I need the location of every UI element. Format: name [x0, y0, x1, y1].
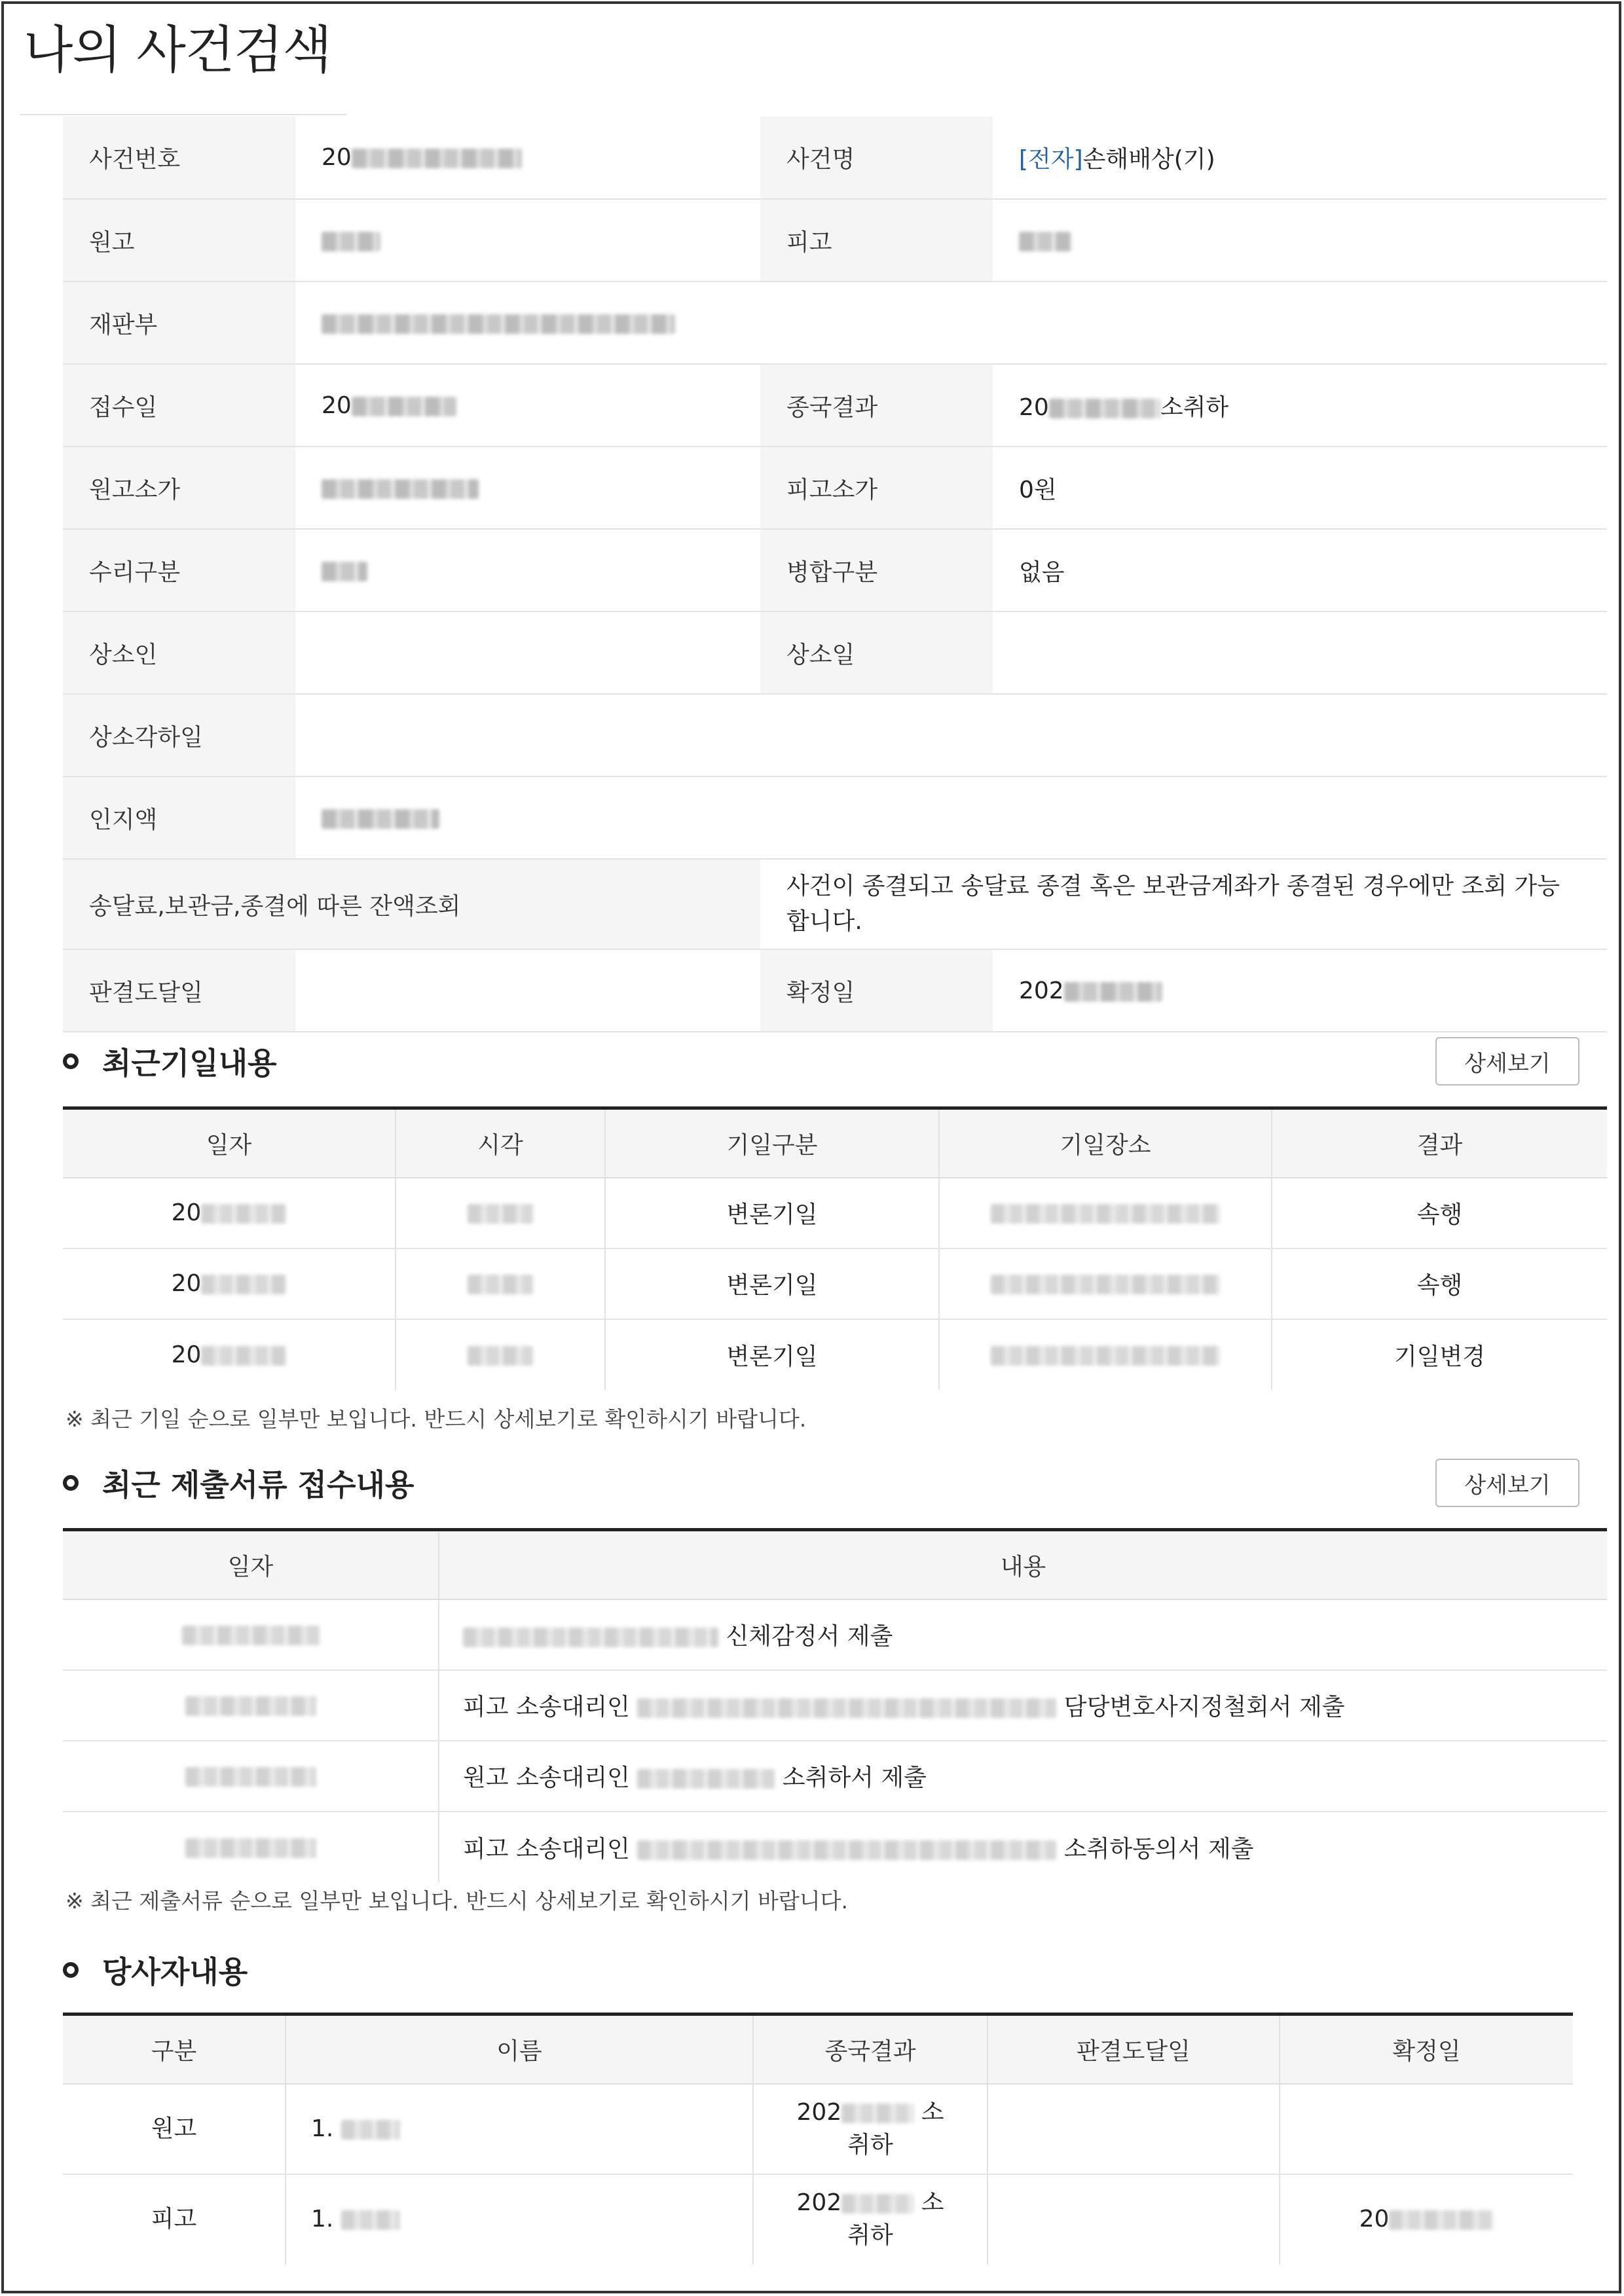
table-row	[63, 1248, 1607, 1319]
hearing-place	[939, 1248, 1272, 1319]
submission-date	[63, 1812, 439, 1882]
submission-content: 피고 소송대리인 소취하동의서 제출	[439, 1812, 1607, 1882]
hearing-type: 변론기일	[605, 1178, 939, 1248]
case-name-label: 사건명	[760, 117, 993, 199]
party-delivery-date	[987, 2084, 1280, 2174]
court-division-label: 재판부	[63, 282, 295, 364]
page-title: 나의 사건검색	[24, 21, 331, 80]
hearing-time	[396, 1248, 605, 1319]
hearings-detail-button[interactable]: 상세보기	[1435, 1037, 1579, 1085]
court-division-value	[295, 282, 1607, 364]
party-delivery-date	[987, 2174, 1280, 2265]
section-bullet-icon	[63, 1053, 79, 1069]
stamp-fee-value	[295, 776, 1607, 859]
balance-inquiry-note: 사건이 종결되고 송달료 종결 혹은 보관금계좌가 종결된 경우에만 조회 가능합니다.	[760, 859, 1607, 949]
plaintiff-claim-label: 원고소가	[63, 446, 295, 529]
hearing-type: 변론기일	[605, 1319, 939, 1390]
case-info-table	[63, 117, 1607, 1032]
hearings-section-header	[63, 1040, 277, 1083]
final-result-value: 20 소취하	[993, 364, 1607, 446]
electronic-tag-link[interactable]: [전자]	[1019, 146, 1083, 173]
hearings-table	[63, 1106, 1607, 1390]
hearing-date: 20	[63, 1319, 396, 1390]
filing-date-label: 접수일	[63, 364, 295, 446]
plaintiff-claim-value	[295, 446, 760, 529]
defendant-claim-label: 피고소가	[760, 446, 993, 529]
table-row	[63, 2084, 1573, 2174]
submissions-note: ※ 최근 제출서류 순으로 일부만 보입니다. 반드시 상세보기로 확인하시기 바랍니다.	[65, 1888, 849, 1914]
submissions-detail-button[interactable]: 상세보기	[1435, 1459, 1579, 1507]
hearings-note: ※ 최근 기일 순으로 일부만 보입니다. 반드시 상세보기로 확인하시기 바랍니다.	[65, 1406, 807, 1432]
hearing-result: 속행	[1272, 1178, 1607, 1248]
defendant-value	[993, 199, 1607, 282]
party-confirm-date	[1280, 2084, 1573, 2174]
hearings-col-date: 일자	[63, 1108, 396, 1178]
submissions-col-date: 일자	[63, 1530, 439, 1599]
judgment-delivery-label: 판결도달일	[63, 949, 295, 1032]
party-name: 1.	[286, 2084, 753, 2174]
parties-section-header	[63, 1948, 248, 1992]
stamp-fee-label: 인지액	[63, 776, 295, 859]
merger-type-value: 없음	[993, 529, 1607, 611]
appeal-date-value	[993, 611, 1607, 694]
submission-date	[63, 1599, 439, 1670]
hearing-time	[396, 1319, 605, 1390]
acceptance-type-label: 수리구분	[63, 529, 295, 611]
case-no-label: 사건번호	[63, 117, 295, 199]
party-confirm-date: 20	[1280, 2174, 1573, 2265]
judgment-delivery-value	[295, 949, 760, 1032]
table-row	[63, 1741, 1607, 1812]
case-no-value: 20	[295, 117, 760, 199]
appeal-date-label: 상소일	[760, 611, 993, 694]
hearings-col-type: 기일구분	[605, 1108, 939, 1178]
party-role: 피고	[151, 2206, 197, 2232]
defendant-label: 피고	[760, 199, 993, 282]
section-bullet-icon	[63, 1475, 79, 1491]
plaintiff-label: 원고	[63, 199, 295, 282]
page-frame	[1, 1, 1621, 2293]
final-result-label: 종국결과	[760, 364, 993, 446]
parties-col-role: 구분	[63, 2014, 286, 2084]
submission-content: 신체감정서 제출	[439, 1599, 1607, 1670]
party-role: 원고	[63, 2084, 286, 2174]
appeal-dismissal-value	[295, 694, 1607, 776]
section-bullet-icon	[63, 1962, 79, 1978]
parties-col-result: 종국결과	[753, 2014, 987, 2084]
party-result: 202 소 취하	[753, 2174, 987, 2265]
table-row	[63, 1319, 1607, 1390]
submissions-table	[63, 1528, 1607, 1882]
confirmation-date-label: 확정일	[760, 949, 993, 1032]
hearing-place	[939, 1178, 1272, 1248]
appeal-dismissal-label: 상소각하일	[63, 694, 295, 776]
plaintiff-value	[295, 199, 760, 282]
title-divider	[20, 114, 347, 115]
hearing-place	[939, 1319, 1272, 1390]
submissions-col-content: 내용	[439, 1530, 1607, 1599]
appellant-label: 상소인	[63, 611, 295, 694]
confirmation-date-value: 202	[993, 949, 1607, 1032]
hearing-type: 변론기일	[605, 1248, 939, 1319]
parties-col-name: 이름	[286, 2014, 753, 2084]
appellant-value	[295, 611, 760, 694]
submission-content: 원고 소송대리인 소취하서 제출	[439, 1741, 1607, 1812]
hearings-col-place: 기일장소	[939, 1108, 1272, 1178]
hearings-col-time: 시각	[396, 1108, 605, 1178]
hearing-time	[396, 1178, 605, 1248]
table-row	[63, 1812, 1607, 1882]
parties-title: 당사자내용	[102, 1954, 248, 1990]
table-row	[63, 2174, 1573, 2265]
defendant-claim-value: 0원	[993, 446, 1607, 529]
submission-content: 피고 소송대리인 담당변호사지정철회서 제출	[439, 1670, 1607, 1741]
parties-table	[63, 2013, 1573, 2265]
filing-date-value: 20	[295, 364, 760, 446]
hearings-col-result: 결과	[1272, 1108, 1607, 1178]
acceptance-type-value	[295, 529, 760, 611]
parties-col-confirm: 확정일	[1280, 2014, 1573, 2084]
hearing-date: 20	[63, 1248, 396, 1319]
hearing-result: 기일변경	[1272, 1319, 1607, 1390]
table-row	[63, 1599, 1607, 1670]
case-name-value: [전자]손해배상(기)	[993, 117, 1607, 199]
submission-date	[63, 1670, 439, 1741]
party-name: 1.	[286, 2174, 753, 2265]
submissions-section-header	[63, 1461, 414, 1504]
submission-date	[63, 1741, 439, 1812]
hearing-date: 20	[63, 1178, 396, 1248]
table-row	[63, 1670, 1607, 1741]
merger-type-label: 병합구분	[760, 529, 993, 611]
parties-col-delivery: 판결도달일	[987, 2014, 1280, 2084]
hearings-title: 최근기일내용	[102, 1046, 277, 1081]
hearing-result: 속행	[1272, 1248, 1607, 1319]
submissions-title: 최근 제출서류 접수내용	[102, 1467, 415, 1503]
party-result: 202 소 취하	[753, 2084, 987, 2174]
table-row	[63, 1178, 1607, 1248]
balance-inquiry-label: 송달료,보관금,종결에 따른 잔액조회	[63, 859, 760, 949]
